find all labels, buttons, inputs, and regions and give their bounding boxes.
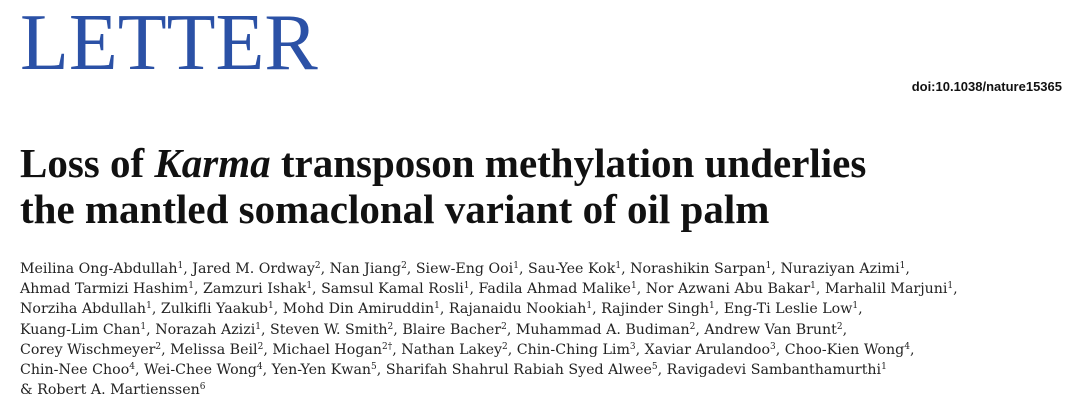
author-name: & Robert A. Martienssen [20,382,200,399]
author-affiliation: 1 [463,281,470,292]
author-separator: , [695,321,705,338]
author-affiliation: 1 [810,281,816,292]
author-name: Nuraziyan Azimi [780,261,900,277]
author-affiliation: 5 [651,362,658,373]
author-separator: , [262,362,272,379]
author-affiliation: 1 [140,321,147,332]
author-separator: , [135,362,145,379]
author-name: Nan Jiang [329,261,402,277]
author-name: Norashikin Sarpan [630,261,766,277]
author-name: Norziha Abdullah [20,301,147,318]
author-separator: , [439,301,449,318]
author-name: Jared M. Ordway [192,261,315,277]
author-affiliation: 1 [268,301,274,312]
author-separator: , [775,341,785,358]
author-affiliation: 1 [146,301,152,312]
author-line [20,360,1070,380]
author-affiliation: 1 [615,261,622,271]
author-affiliation: 1 [765,261,772,271]
author-affiliation: 1 [188,281,194,292]
author-affiliation: 1 [434,301,440,312]
author-separator: , [406,261,416,277]
title-part2: transposon methylation underlies [270,140,867,186]
author-line [20,279,1070,299]
author-line [20,340,1070,360]
author-affiliation: 5 [371,362,377,373]
author-line [20,380,1070,400]
author-affiliation: 2 [502,341,508,352]
author-affiliation: 1 [306,281,313,292]
author-separator: , [263,341,273,358]
doi[interactable]: doi:10.1038/nature15365 [911,79,1062,94]
author-affiliation: 1 [709,301,715,312]
author-separator: , [151,301,161,318]
author-separator: , [183,261,193,277]
author-affiliation: 3 [770,341,776,352]
author-separator: , [273,301,283,318]
author-name: Norazah Azizi [155,321,256,338]
author-name: Sau-Yee Kok [527,261,616,277]
author-affiliation: 4 [256,362,263,373]
title-line2: the mantled somaclonal variant of oil palm [20,186,770,232]
author-affiliation: 2 [401,261,407,271]
author-separator: , [621,261,631,277]
author-separator: , [909,341,915,358]
author-name: Meilina Ong-Abdullah [20,261,178,277]
author-affiliation: 1 [177,261,184,271]
author-name: Corey Wischmeyer [20,341,156,358]
author-name: Mohd Din Amiruddin [282,301,435,318]
author-separator: , [376,362,386,379]
author-separator: , [905,261,910,277]
author-name: Michael Hogan [272,341,383,358]
journal-section-label: LETTER [20,0,318,87]
author-separator: , [953,281,958,298]
author-name: Kuang-Lim Chan [20,321,141,338]
author-name: Sharifah Shahrul Rabiah Syed Alwee [385,362,652,379]
author-name: Ahmad Tarmizi Hashim [20,281,189,298]
author-separator: , [842,321,848,338]
author-affiliation: 1 [881,362,887,373]
author-name: Chin-Nee Choo [20,362,130,379]
author-line [20,259,1070,279]
author-affiliation: 1 [586,301,593,312]
author-line [20,299,1070,319]
author-affiliation: 1 [947,281,954,292]
author-name: Eng-Ti Leslie Low [723,301,853,318]
author-separator: , [393,321,403,338]
author-name: Siew-Eng Ooi [415,261,514,277]
author-separator: , [815,281,825,298]
author-separator: , [518,261,528,277]
author-name: Chin-Ching Lim [516,341,630,358]
author-separator: , [146,321,156,338]
author-name: Yen-Yen Kwan [271,362,372,379]
author-name: Nathan Lakey [401,341,502,358]
author-affiliation: 2 [257,341,264,352]
author-name: Xaviar Arulandoo [644,341,770,358]
title-italic: Karma [154,140,271,186]
author-name: Zamzuri Ishak [203,281,307,298]
author-affiliation: 2 [501,321,507,332]
author-separator: , [714,301,724,318]
author-name: Rajanaidu Nookiah [448,301,587,318]
author-separator: , [771,261,781,277]
author-name: Blaire Bacher [402,321,502,338]
author-separator: , [260,321,270,338]
author-affiliation: 2 [155,341,162,352]
author-affiliation: 2 [836,321,843,332]
author-affiliation: 2† [382,341,393,352]
author-separator: , [161,341,171,358]
author-affiliation: 1 [513,261,519,271]
author-separator: , [635,341,645,358]
author-affiliation: 2 [689,321,696,332]
author-affiliation: 1 [899,261,906,271]
author-name: Rajinder Singh [601,301,710,318]
author-affiliation: 4 [129,362,135,373]
author-name: Wei-Chee Wong [144,362,257,379]
author-affiliation: 4 [904,341,910,352]
author-name: Zulkifli Yaakub [160,301,269,318]
author-line [20,320,1070,340]
author-affiliation: 6 [199,382,206,393]
author-name: Andrew Van Brunt [704,321,837,338]
author-affiliation: 1 [255,321,261,332]
author-affiliation: 1 [852,301,859,312]
author-separator: , [636,281,646,298]
title-part1: Loss of [20,140,155,186]
author-list [20,259,1070,400]
author-name: Melissa Beil [170,341,258,358]
author-name: Muhammad A. Budiman [515,321,690,338]
author-affiliation: 3 [629,341,636,352]
author-separator: , [193,281,204,298]
author-affiliation: 2 [314,261,321,271]
author-separator: , [592,301,602,318]
author-name: Steven W. Smith [270,321,388,338]
author-name: Samsul Kamal Rosli [321,281,464,298]
author-separator: , [506,321,516,338]
author-separator: , [858,301,863,318]
author-name: Fadila Ahmad Malike [478,281,631,298]
author-separator: , [657,362,667,379]
author-separator: , [392,341,402,358]
article-title [20,140,1070,232]
author-name: Nor Azwani Abu Bakar [645,281,811,298]
author-separator: , [507,341,517,358]
author-affiliation: 1 [630,281,637,292]
author-separator: , [312,281,322,298]
author-name: Choo-Kien Wong [784,341,905,358]
author-name: Ravigadevi Sambanthamurthi [666,362,882,379]
author-name: Marhalil Marjuni [824,281,948,298]
author-separator: , [469,281,479,298]
author-affiliation: 2 [387,321,394,332]
author-separator: , [320,261,330,277]
